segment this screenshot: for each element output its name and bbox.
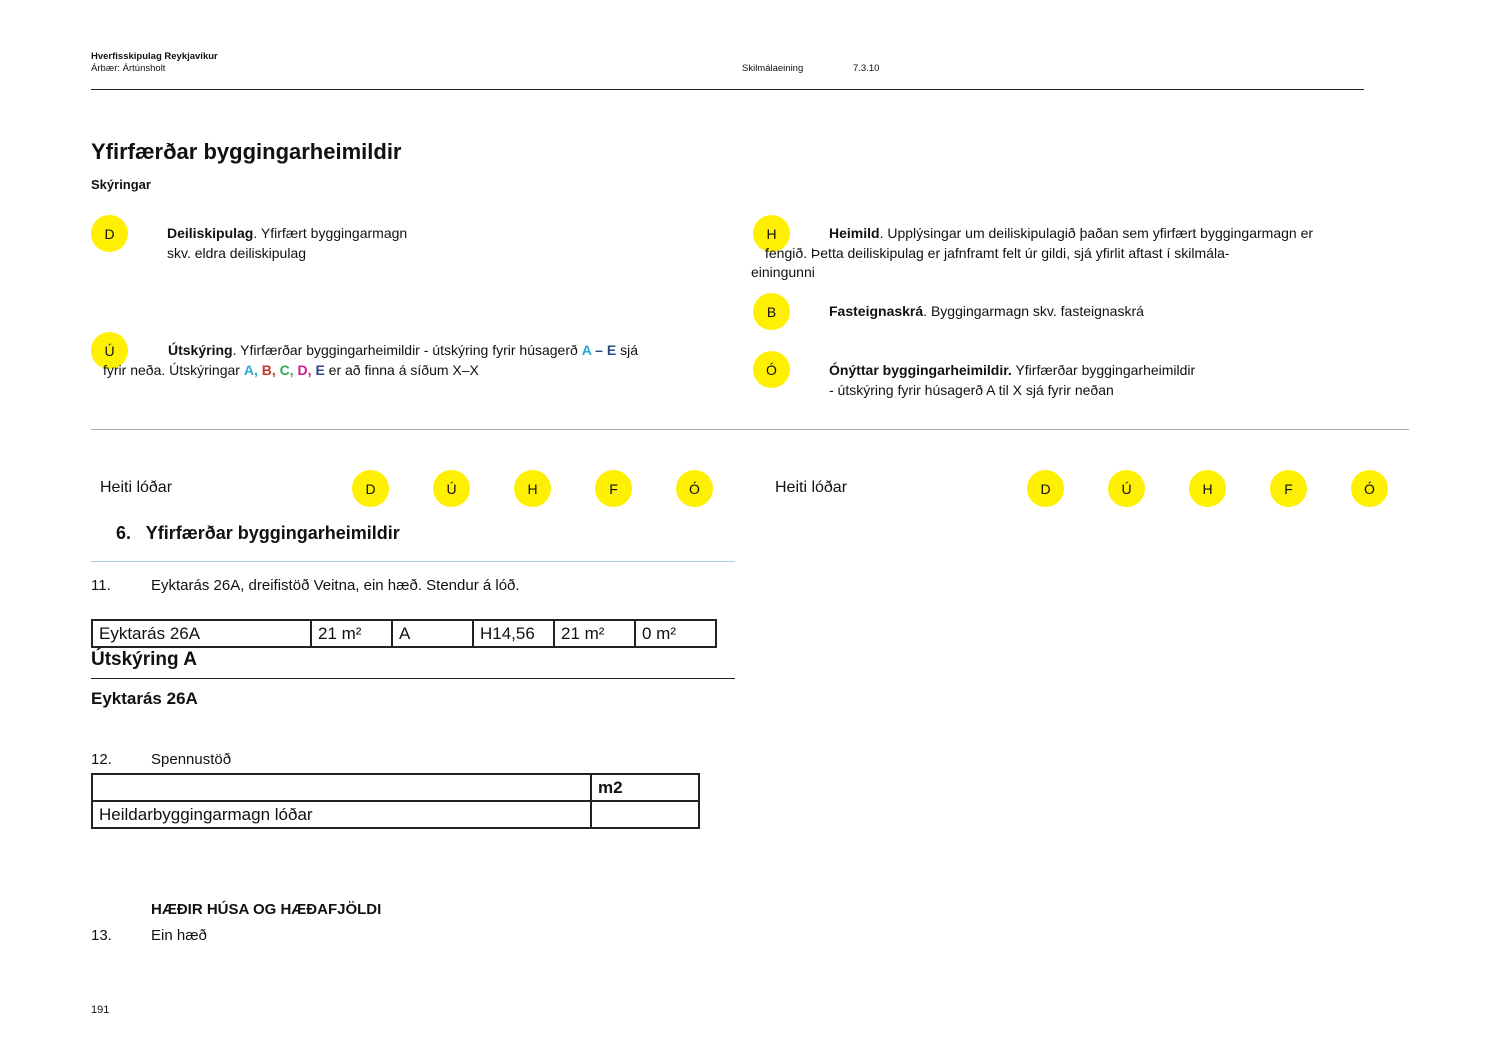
header-section: Skilmálaeining <box>742 63 804 74</box>
legend-h <box>751 224 1314 283</box>
legend-title: Skýringar <box>91 177 151 192</box>
legend-h-line3: einingunni <box>751 264 815 280</box>
total-value <box>591 801 699 828</box>
cell-o: 0 m² <box>635 620 716 647</box>
explanation-rule <box>91 678 735 679</box>
header-area: Árbær: Ártúnsholt <box>91 63 166 74</box>
legend-d <box>167 224 407 263</box>
col-badge-f: F <box>595 470 632 507</box>
sep: , <box>307 361 316 378</box>
legend-u-text: . Yfirfærðar byggingarheimildir - útskýring fyrir húsagerð <box>232 342 582 358</box>
table-row <box>92 620 716 647</box>
cell-u: A <box>392 620 473 647</box>
empty-cell <box>92 774 591 801</box>
header-org: Hverfisskipulag Reykjavíkur <box>91 51 218 62</box>
legend-b-text: . Byggingarmagn skv. fasteignaskrá <box>923 303 1144 319</box>
item-12-number: 12. <box>91 751 112 768</box>
dash: – <box>591 342 607 358</box>
item-13-number: 13. <box>91 927 112 944</box>
sja: sjá <box>616 342 638 358</box>
badge-d: D <box>91 215 128 252</box>
area-table <box>91 773 700 829</box>
legend-u-line2: fyrir neða. Útskýringar <box>103 361 244 378</box>
legend-h-bold: Heimild <box>829 225 880 241</box>
explanation-heading: Útskýring A <box>91 649 197 670</box>
letter-c: C <box>279 361 290 378</box>
col-badge-o: Ó <box>676 470 713 507</box>
col-badge-h: H <box>1189 470 1226 507</box>
page-number: 191 <box>91 1004 110 1016</box>
letter-b: B <box>261 361 272 378</box>
letter-e2: E <box>315 361 325 378</box>
letter-e: E <box>606 342 617 358</box>
badge-o: Ó <box>753 351 790 388</box>
page-title: Yfirfærðar byggingarheimildir <box>91 139 402 164</box>
item-11-text: Eyktarás 26A, dreifistöð Veitna, ein hæð. Stendur á lóð. <box>151 577 520 594</box>
legend-d-line2: skv. eldra deiliskipulag <box>167 244 307 261</box>
header-rule <box>91 89 1364 90</box>
badge-h: H <box>753 215 790 252</box>
item-12-text: Spennustöð <box>151 751 232 768</box>
section-heading: 6. Yfirfærðar byggingarheimildir <box>116 523 400 543</box>
letter-d: D <box>297 361 308 378</box>
legend-o <box>829 361 1195 400</box>
legend-o-bold: Ónýttar byggingarheimildir. <box>829 362 1012 378</box>
legend-o-line2: - útskýring fyrir húsagerð A til X sjá fyrir neðan <box>829 381 1114 398</box>
legend-u-end: er að finna á síðum X–X <box>324 361 479 378</box>
badge-b: B <box>753 293 790 330</box>
legend-b <box>829 302 1144 322</box>
section-rule <box>91 561 735 562</box>
legend-d-bold: Deiliskipulag <box>167 225 254 241</box>
item-13-text: Ein hæð <box>151 927 207 944</box>
legend-h-text: . Upplýsingar um deiliskipulagið þaðan sem yfirfært byggingarmagn er <box>879 225 1314 241</box>
sep: , <box>253 361 262 378</box>
legend-o-text: Yfirfærðar byggingarheimildir <box>1011 362 1196 378</box>
divider <box>91 429 1409 430</box>
table-row <box>92 774 699 801</box>
column-label-left: Heiti lóðar <box>100 479 173 496</box>
legend-u-bold: Útskýring <box>168 342 233 358</box>
table-row <box>92 801 699 828</box>
total-label: Heildarbyggingarmagn lóðar <box>92 801 591 828</box>
cell-f: 21 m² <box>554 620 635 647</box>
badge-u: Ú <box>91 332 128 369</box>
unit-header: m2 <box>591 774 699 801</box>
legend-d-text: . Yfirfært byggingarmagn <box>253 225 408 241</box>
sep: , <box>289 361 298 378</box>
sep: , <box>271 361 280 378</box>
letter-a2: A <box>243 361 254 378</box>
col-badge-u: Ú <box>1108 470 1145 507</box>
heights-heading: HÆÐIR HÚSA OG HÆÐAFJÖLDI <box>151 901 382 918</box>
letter-a: A <box>581 342 592 358</box>
header-number: 7.3.10 <box>853 63 880 74</box>
legend-u <box>103 341 638 380</box>
lot-name: Eyktarás 26A <box>91 689 198 708</box>
col-badge-d: D <box>1027 470 1064 507</box>
cell-d: 21 m² <box>311 620 392 647</box>
building-table <box>91 619 717 648</box>
col-badge-f: F <box>1270 470 1307 507</box>
cell-lot: Eyktarás 26A <box>92 620 311 647</box>
cell-h: H14,56 <box>473 620 554 647</box>
legend-h-line2: fengið. Þetta deiliskipulag er jafnframt felt úr gildi, sjá yfirlit aftast í skilmála- <box>765 244 1230 261</box>
col-badge-o: Ó <box>1351 470 1388 507</box>
column-label-right: Heiti lóðar <box>775 479 848 496</box>
item-11-number: 11. <box>91 577 111 594</box>
legend-b-bold: Fasteignaskrá <box>829 303 924 319</box>
col-badge-d: D <box>352 470 389 507</box>
col-badge-h: H <box>514 470 551 507</box>
col-badge-u: Ú <box>433 470 470 507</box>
